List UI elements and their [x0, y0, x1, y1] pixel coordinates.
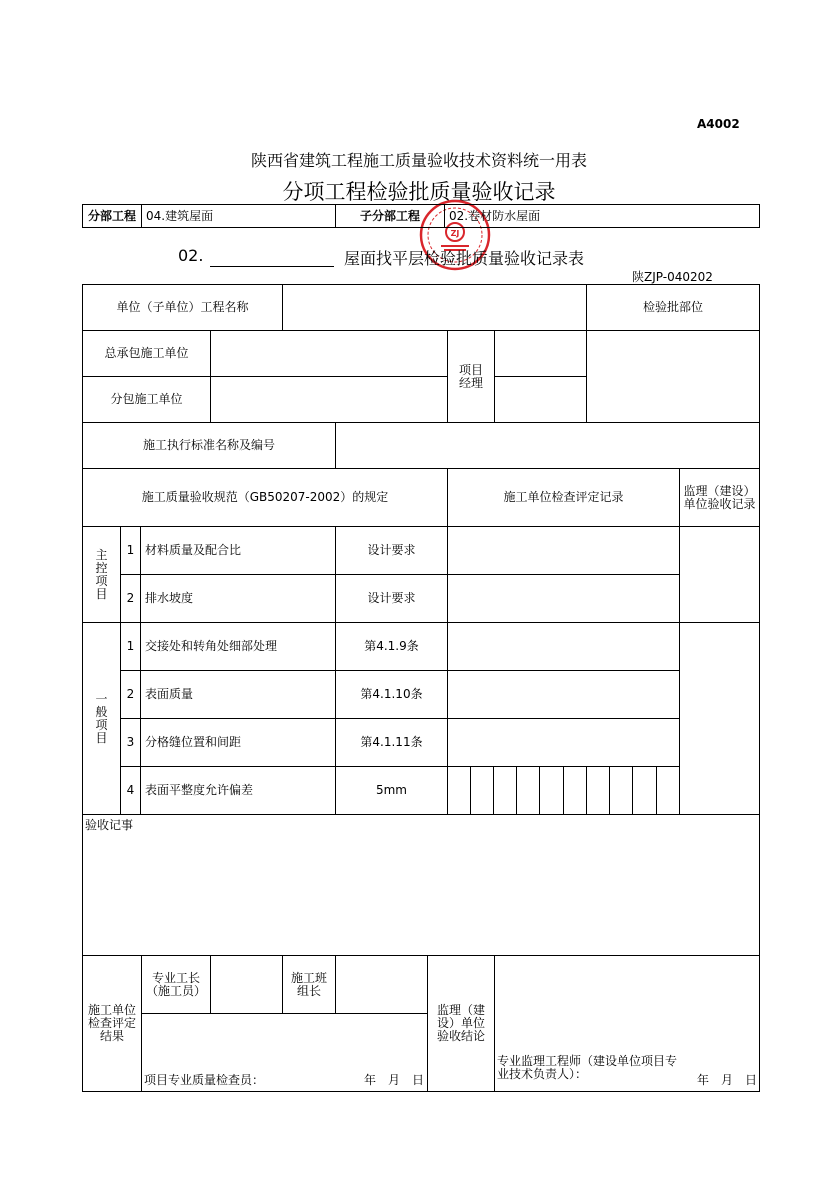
- province-title: 陕西省建筑工程施工质量验收技术资料统一用表: [250, 151, 587, 170]
- supervisor-day: 日: [745, 1073, 758, 1087]
- standard-label: 施工执行标准名称及编号: [82, 422, 336, 469]
- spec-label: 施工质量验收规范（GB50207-2002）的规定: [82, 468, 448, 527]
- form-code: A4002: [697, 117, 740, 131]
- construction-record-label: 施工单位检查评定记录: [447, 468, 680, 527]
- subcontractor-label: 分包施工单位: [82, 376, 211, 423]
- team-leader-value[interactable]: [335, 955, 428, 1014]
- general-item-2-req: 第4.1.10条: [335, 670, 448, 719]
- general-item-2-no: 2: [120, 670, 141, 719]
- general-item-3-record[interactable]: [447, 718, 680, 767]
- measurement-cell-3[interactable]: [493, 766, 517, 815]
- main-items-supervision[interactable]: [679, 526, 760, 623]
- supervisor-month: 月: [721, 1073, 734, 1087]
- measurement-cell-8[interactable]: [609, 766, 633, 815]
- svg-text:ZJ: ZJ: [450, 229, 460, 238]
- general-contractor-value[interactable]: [210, 330, 448, 377]
- general-item-4-req: 5mm: [335, 766, 448, 815]
- measurement-cell-2[interactable]: [470, 766, 494, 815]
- main-item-2-no: 2: [120, 574, 141, 623]
- unit-project-value[interactable]: [282, 284, 587, 331]
- measurement-cell-1[interactable]: [447, 766, 471, 815]
- main-items-group-label: 主控项目: [82, 526, 121, 623]
- fenbu-value[interactable]: 04.建筑屋面: [141, 204, 336, 228]
- main-item-2-req: 设计要求: [335, 574, 448, 623]
- subtitle-name: 屋面找平层检验批质量验收记录表: [344, 249, 585, 268]
- team-leader-label: 施工班组长: [282, 955, 336, 1014]
- supervision-conclusion-label: 监理（建设）单位验收结论: [427, 955, 495, 1092]
- quality-inspector-area[interactable]: [141, 1013, 428, 1092]
- supervision-record-label: 监理（建设）单位验收记录: [679, 468, 760, 527]
- subcontractor-value[interactable]: [210, 376, 448, 423]
- general-item-2-record[interactable]: [447, 670, 680, 719]
- main-item-1-req: 设计要求: [335, 526, 448, 575]
- subtitle-blank-line[interactable]: [210, 266, 334, 267]
- zifenbu-value[interactable]: 02.卷材防水屋面: [444, 204, 760, 228]
- main-item-2-record[interactable]: [447, 574, 680, 623]
- main-item-2-name: 排水坡度: [140, 574, 336, 623]
- general-contractor-label: 总承包施工单位: [82, 330, 211, 377]
- general-item-4-name: 表面平整度允许偏差: [140, 766, 336, 815]
- general-items-group-label: 一般项目: [82, 622, 121, 815]
- measurement-cell-5[interactable]: [539, 766, 564, 815]
- general-item-1-no: 1: [120, 622, 141, 671]
- measurement-cell-6[interactable]: [563, 766, 587, 815]
- project-manager-value-1[interactable]: [494, 330, 587, 377]
- inspection-part-label: 检验批部位: [586, 284, 760, 331]
- general-item-3-req: 第4.1.11条: [335, 718, 448, 767]
- general-items-supervision[interactable]: [679, 622, 760, 815]
- general-item-4-no: 4: [120, 766, 141, 815]
- measurement-cell-9[interactable]: [632, 766, 657, 815]
- main-item-1-no: 1: [120, 526, 141, 575]
- measurement-cell-4[interactable]: [516, 766, 540, 815]
- measurement-cell-7[interactable]: [586, 766, 610, 815]
- supervisor-year: 年: [697, 1073, 710, 1087]
- project-manager-value-2[interactable]: [494, 376, 587, 423]
- general-item-1-name: 交接处和转角处细部处理: [140, 622, 336, 671]
- construction-result-label: 施工单位检查评定结果: [82, 955, 142, 1092]
- acceptance-notes[interactable]: [82, 814, 760, 956]
- inspector-month: 月: [388, 1073, 401, 1087]
- foreman-label: 专业工长（施工员）: [141, 955, 211, 1014]
- table-code: 陕ZJP-040202: [632, 270, 713, 284]
- fenbu-label: 分部工程: [82, 204, 142, 228]
- zifenbu-label: 子分部工程: [335, 204, 445, 228]
- general-item-1-record[interactable]: [447, 622, 680, 671]
- inspector-year: 年: [364, 1073, 377, 1087]
- general-item-3-name: 分格缝位置和间距: [140, 718, 336, 767]
- general-item-3-no: 3: [120, 718, 141, 767]
- supervision-conclusion-area[interactable]: [494, 955, 760, 1092]
- inspection-part-value[interactable]: [586, 330, 760, 423]
- main-item-1-record[interactable]: [447, 526, 680, 575]
- supervisor-label: 专业监理工程师（建设单位项目专业技术负责人）：: [497, 1054, 678, 1081]
- inspector-day: 日: [412, 1073, 425, 1087]
- project-manager-label: 项目经理: [447, 330, 495, 423]
- foreman-value[interactable]: [210, 955, 283, 1014]
- general-item-1-req: 第4.1.9条: [335, 622, 448, 671]
- unit-project-label: 单位（子单位）工程名称: [82, 284, 283, 331]
- acceptance-notes-label: 验收记事: [85, 818, 134, 832]
- subtitle-prefix: 02.: [178, 246, 204, 265]
- quality-inspector-label: 项目专业质量检查员：: [144, 1073, 265, 1087]
- main-item-1-name: 材料质量及配合比: [140, 526, 336, 575]
- standard-value[interactable]: [335, 422, 760, 469]
- measurement-cell-10[interactable]: [656, 766, 680, 815]
- main-title: 分项工程检验批质量验收记录: [282, 180, 556, 204]
- general-item-2-name: 表面质量: [140, 670, 336, 719]
